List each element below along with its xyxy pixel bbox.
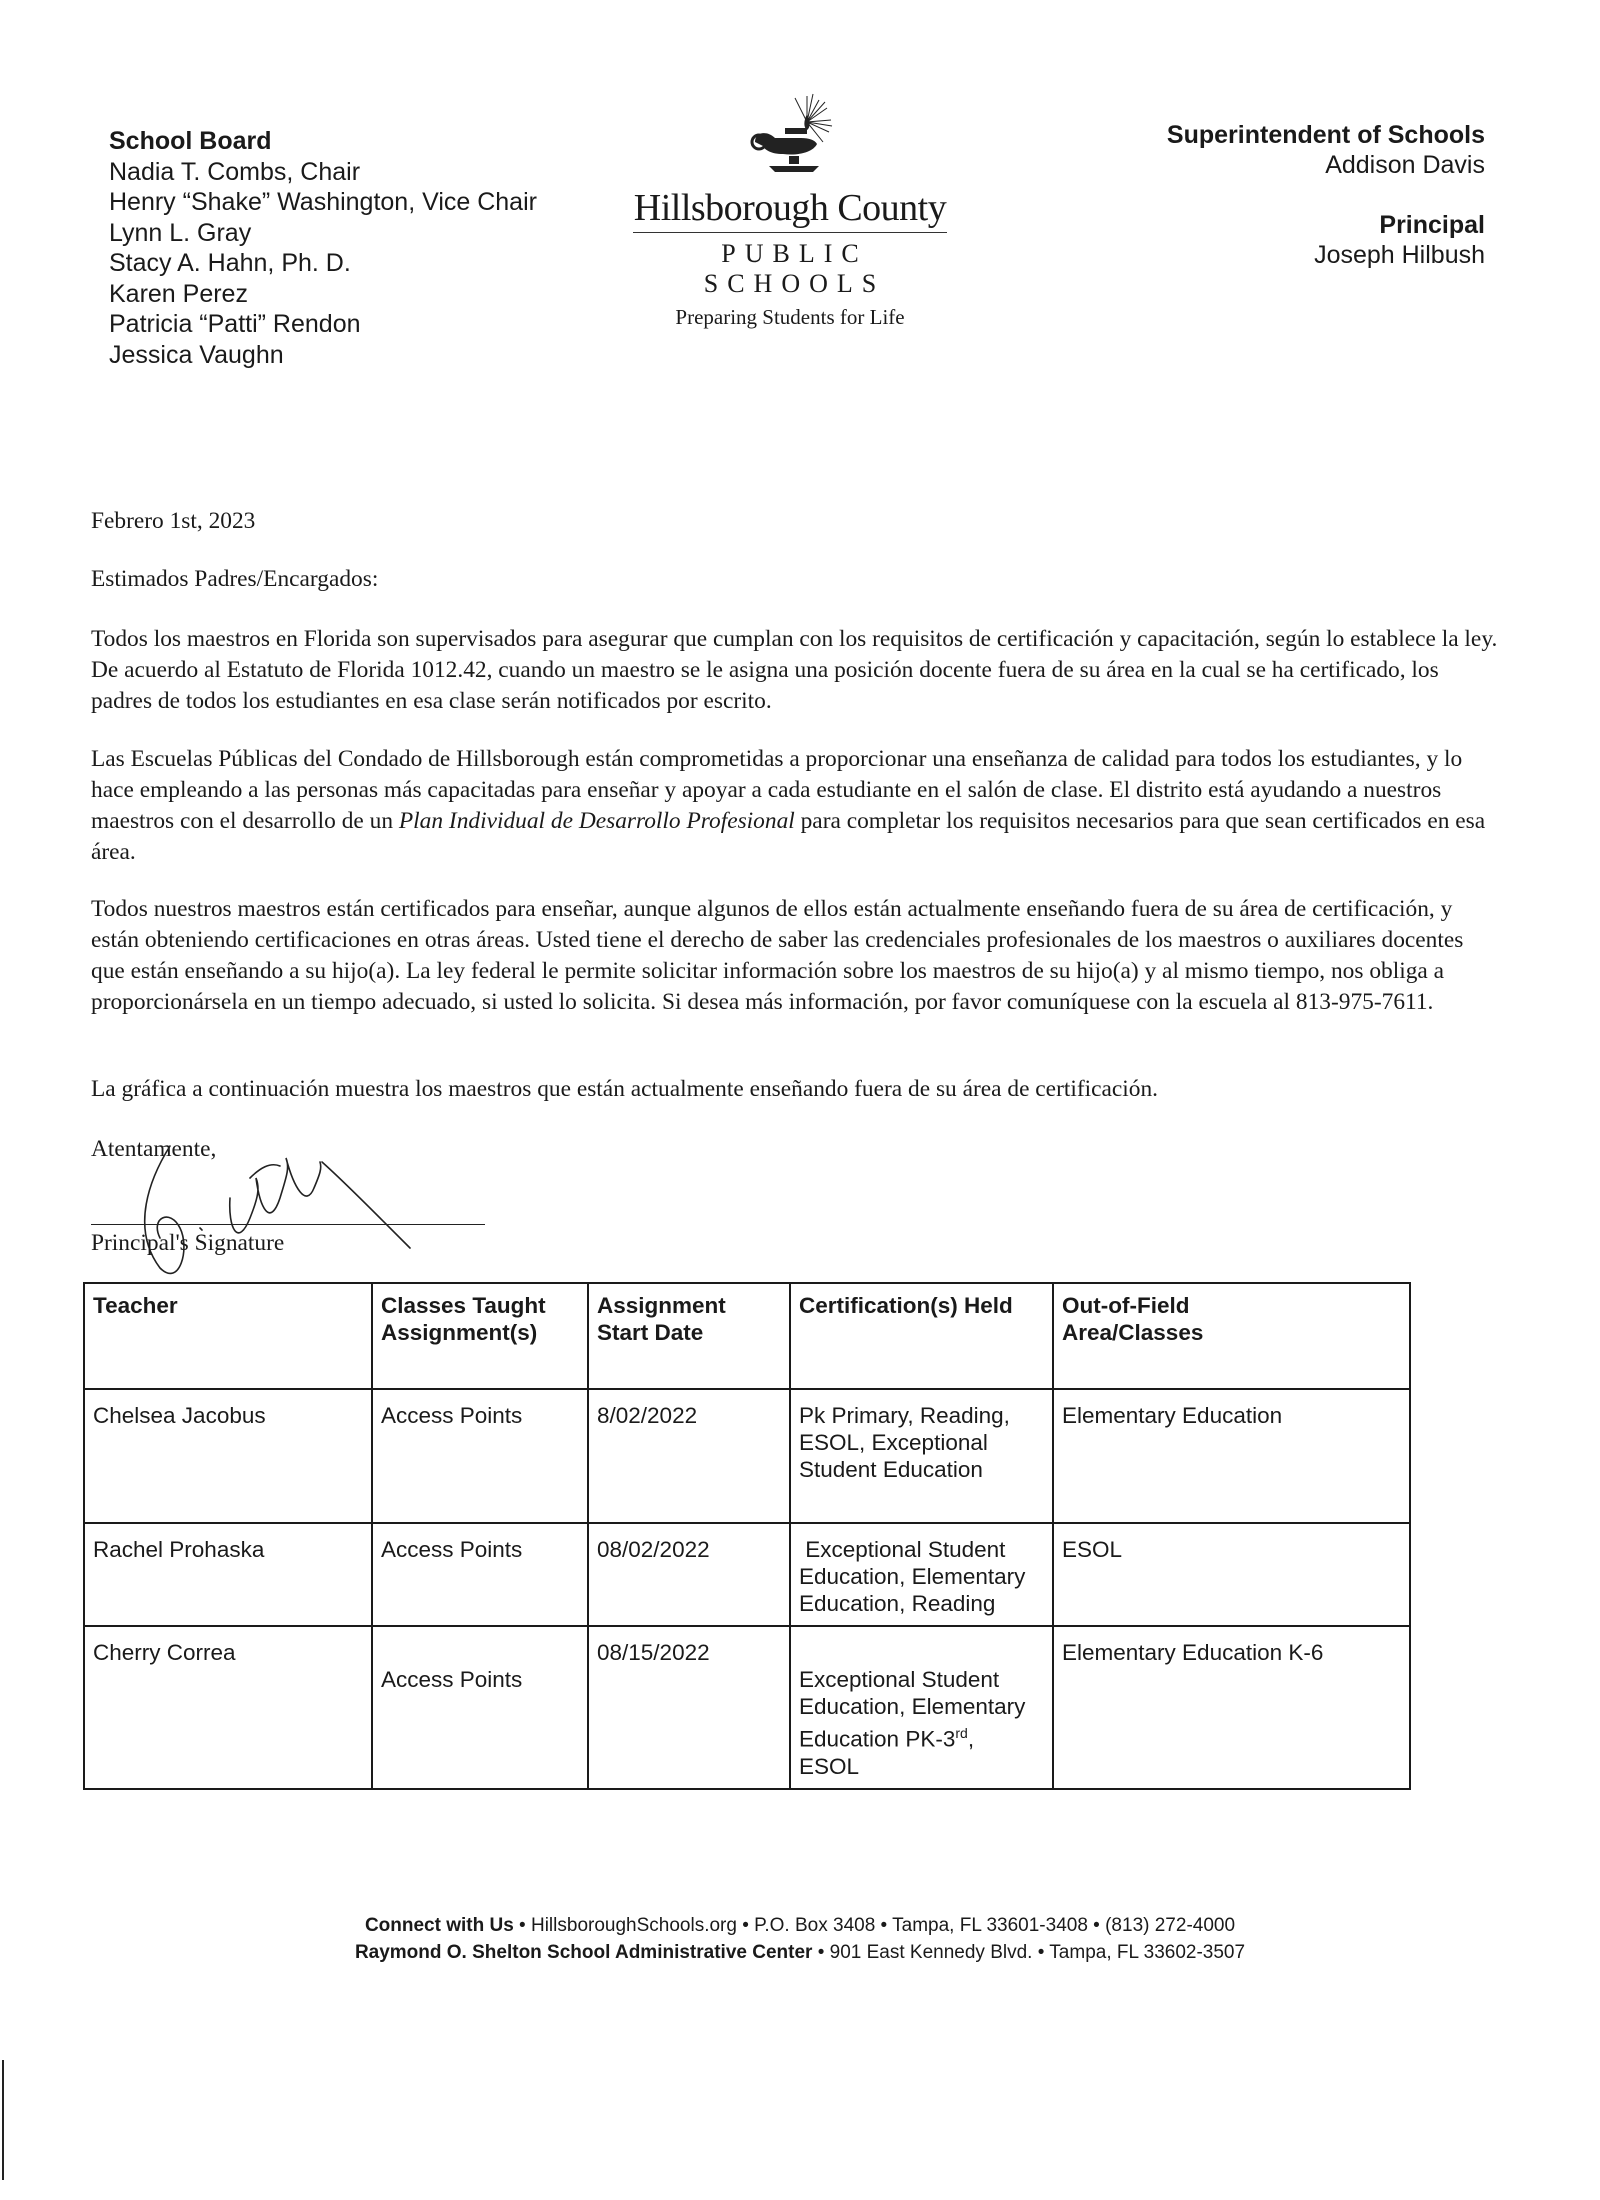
- administration-block: [1167, 120, 1485, 270]
- cell-certifications: Exceptional Student Education, Elementary Education PK-3rd, ESOL: [790, 1626, 1053, 1789]
- signature-label: Principal's Signature: [91, 1230, 285, 1256]
- district-name: Hillsborough County: [633, 187, 947, 229]
- cell-teacher: Cherry Correa: [84, 1626, 372, 1789]
- header-start-date: Assignment Start Date: [588, 1283, 790, 1389]
- board-member: Lynn L. Gray: [109, 218, 252, 247]
- principal-name: Joseph Hilbush: [1314, 241, 1485, 269]
- superintendent-heading: Superintendent of Schools: [1166, 121, 1485, 149]
- district-logo: [620, 92, 960, 331]
- cell-classes: Access Points: [372, 1523, 588, 1626]
- table-header-row: [84, 1283, 1410, 1389]
- logo-divider: [633, 232, 947, 233]
- paragraph-chart-intro: La gráfica a continuación muestra los maestros que están actualmente enseñando fuera de su área de certificación.: [91, 1076, 1159, 1102]
- footer-address-line: Raymond O. Shelton School Administrative Center • 901 East Kennedy Blvd. • Tampa, FL 33602-3507: [354, 1942, 1246, 1963]
- cell-classes: Access Points: [372, 1626, 588, 1789]
- table-row: [84, 1626, 1410, 1789]
- page-footer: [0, 1912, 1600, 1966]
- board-member: Karen Perez: [109, 279, 248, 308]
- scan-edge-mark: [2, 2060, 4, 2180]
- board-member: Patricia “Patti” Rendon: [109, 310, 361, 338]
- cell-certifications: Exceptional Student Education, Elementary Education, Reading: [790, 1523, 1053, 1626]
- board-member: Jessica Vaughn: [109, 340, 284, 369]
- letter-date: Febrero 1st, 2023: [91, 508, 256, 534]
- header-classes: Classes Taught Assignment(s): [372, 1283, 588, 1389]
- board-member: Nadia T. Combs, Chair: [109, 157, 361, 186]
- cell-classes: Access Points: [372, 1389, 588, 1523]
- district-subtitle: PUBLIC SCHOOLS: [703, 239, 886, 298]
- cell-certifications: Pk Primary, Reading, ESOL, Exceptional Student Education: [790, 1389, 1053, 1523]
- cell-teacher: Rachel Prohaska: [84, 1523, 372, 1626]
- cell-start-date: 08/15/2022: [588, 1626, 790, 1789]
- footer-contact-line: Connect with Us • HillsboroughSchools.org • P.O. Box 3408 • Tampa, FL 33601-3408 • (813) 272-4000: [364, 1915, 1236, 1936]
- plan-name: Plan Individual de Desarrollo Profesional: [398, 808, 795, 834]
- out-of-field-table: [83, 1282, 1411, 1790]
- paragraph-certification: Todos los maestros en Florida son supervisados para asegurar que cumplan con los requisitos de certificación y capacitación, según lo establece la ley. De acuerdo al Estatuto de Florida 1012.42, cuando un maestro se le asigna una posición docente fuera de su área en la cual se ha certificado, los padres de todos los estudiantes en esa clase serán notificados por escrito.: [91, 626, 1498, 714]
- principal-heading: Principal: [1379, 211, 1485, 239]
- paragraph-rights: Todos nuestros maestros están certificados para enseñar, aunque algunos de ellos están actualmente enseñando fuera de su área de certificación, y están obteniendo certificaciones en otras áreas. Usted tiene el derecho de saber las credenciales profesionales de los maestros o auxiliares docentes que están enseñando a su hijo(a). La ley federal le permite solicitar información sobre los maestros de su hijo(a) y al mismo tiempo, nos obliga a proporcionársela en un tiempo adecuado, si usted lo solicita. Si desea más información, por favor comuníquese con la escuela al 813-975-7611.: [91, 896, 1464, 1015]
- cell-out-of-field: Elementary Education: [1053, 1389, 1410, 1523]
- table-row: [84, 1523, 1410, 1626]
- letter-greeting: Estimados Padres/Encargados:: [91, 566, 379, 592]
- lamp-of-learning-icon: [735, 92, 845, 184]
- cell-start-date: 08/02/2022: [588, 1523, 790, 1626]
- table-row: [84, 1389, 1410, 1523]
- signature-line: [91, 1224, 485, 1225]
- cell-teacher: Chelsea Jacobus: [84, 1389, 372, 1523]
- letter-closing: Atentamente,: [91, 1136, 217, 1162]
- district-tagline: Preparing Students for Life: [675, 305, 905, 329]
- board-member: Henry “Shake” Washington, Vice Chair: [109, 188, 537, 216]
- cell-start-date: 8/02/2022: [588, 1389, 790, 1523]
- header-certifications: Certification(s) Held: [790, 1283, 1053, 1389]
- paragraph-commitment: Las Escuelas Públicas del Condado de Hillsborough están comprometidas a proporcionar una enseñanza de calidad para todos los estudiantes, y lo hace empleando a las personas más capacitadas para enseñar y apoyar a cada estudiante en el salón de clase. El distrito está ayudando a nuestros maestros con el desarrollo de un Plan Individual de Desarrollo Profesional para completar los requisitos necesarios para que sean certificados en esa área.: [91, 746, 1486, 865]
- header-teacher: Teacher: [84, 1283, 372, 1389]
- principal-signature: [110, 1118, 430, 1288]
- school-board-block: [109, 126, 537, 370]
- school-board-heading: School Board: [109, 127, 272, 155]
- board-member: Stacy A. Hahn, Ph. D.: [109, 249, 351, 277]
- header-out-of-field: Out-of-Field Area/Classes: [1053, 1283, 1410, 1389]
- superintendent-name: Addison Davis: [1325, 151, 1485, 179]
- cell-out-of-field: ESOL: [1053, 1523, 1410, 1626]
- cell-out-of-field: Elementary Education K-6: [1053, 1626, 1410, 1789]
